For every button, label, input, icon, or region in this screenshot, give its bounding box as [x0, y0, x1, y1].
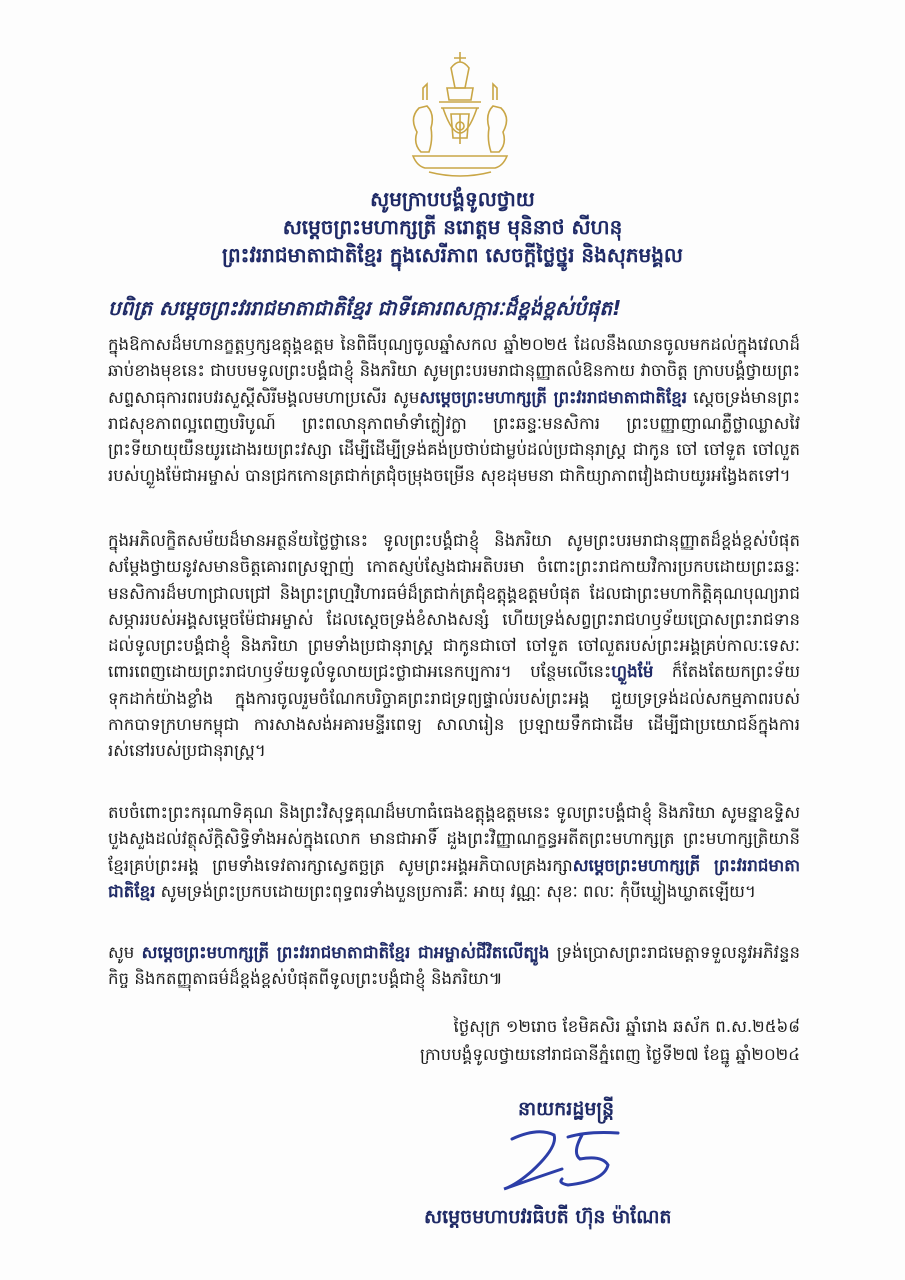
date-solar: ក្រាបបង្គំទូលថ្វាយនៅរាជធានីភ្នំពេញ ថ្ងៃទី២៧ ខែធ្នូ ឆ្នាំ២០២៤	[420, 1045, 800, 1064]
signatory-name: សម្តេចមហាបវរធិបតី ហ៊ុន ម៉ាណែត	[424, 1206, 672, 1228]
paragraph-4: សូម សម្តេចព្រះមហាក្សត្រី ព្រះវររាជមាតាជាតិខ្មែរ ជាអម្ចាស់ជីវិតលើត្បូង ទ្រង់ប្រោសព្រះរាជមេត្តាទទួលនូវអភិវន្ទនកិច្ច និងកតញ្ញុតាធម៌ដ៏ខ្ពង់ខ្ពស់បំផុតពីទូលព្រះបង្គំជាខ្ញុំ និងភរិយា៕	[108, 943, 801, 989]
header-line-2: សម្តេចព្រះមហាក្សត្រី នរោត្តម មុនិនាថ សីហនុ	[282, 215, 623, 239]
date-lunar: ថ្ងៃសុក្រ ១២រោច ខែមិគសិរ ឆ្នាំរោង ឆស័ក ព.ស.២៥៦៨	[453, 1017, 800, 1036]
signatory-title: នាយករដ្ឋមន្ត្រី	[518, 1098, 615, 1120]
header-line-3: ព្រះវររាជមាតាជាតិខ្មែរ ក្នុងសេរីភាព សេចក្តីថ្លៃថ្នូរ និងសុភមង្គល	[222, 243, 683, 267]
header-line-1: សូមក្រាបបង្គំទូលថ្វាយ	[370, 187, 535, 211]
royal-emblem-icon	[399, 48, 521, 180]
handwritten-signature	[498, 1125, 638, 1193]
paragraph-2: ក្នុងអភិលក្ខិតសម័យដ៏មានអត្ថន័យថ្លៃថ្លានេះ ទូលព្រះបង្គំជាខ្ញុំ និងភរិយា សូមព្រះបរមរាជានុញ្ញាតដ៏ខ្ពង់ខ្ពស់បំផុត សម្តែងថ្វាយនូវសមានចិត្តគោរពស្រឡាញ់ កោតស្ញប់ស្ញែងជាអតិបរមា ចំពោះព្រះរាជកាយវិការប្រកបដោយព្រះឆន្ទៈមនសិការដ៏មហាជ្រាលជ្រៅ និងព្រះព្រហ្មវិហារធម៌ដ៏ត្រជាក់ត្រជុំឧត្តុង្គឧត្តមបំផុត ដែលជាព្រះមហាកិត្តិគុណបុណ្យរាជសម្ភាររបស់អង្គសម្តេចម៉ែជាអម្ចាស់ ដែលស្តេចទ្រង់ខំសាងសន្សំ ហើយទ្រង់សព្វព្រះរាជហឫទ័យប្រោសព្រះរាជទានដល់ទូលព្រះបង្គំជាខ្ញុំ និងភរិយា ព្រមទាំងប្រជានុរាស្ត្រ ជាកូនជាចៅ ចៅទួត ចៅលួតរបស់ព្រះអង្គគ្រប់កាលៈទេសៈ ពោរពេញដោយព្រះរាជហឫទ័យទូលំទូលាយជ្រះថ្លាជាអនេកប្បការ។ បន្ថែមលើនេះហ្លួងម៉ែ ក៏តែងតែយកព្រះទ័យទុកដាក់យ៉ាងខ្លាំង ក្នុងការចូលរួមចំណែកបរិច្ចាគព្រះរាជទ្រព្យផ្ទាល់របស់ព្រះអង្គ ជួយទ្រទ្រង់ដល់សកម្មភាពរបស់កាកបាទក្រហមកម្ពុជា ការសាងសង់អគារមន្ទីរពេទ្យ សាលារៀន ប្រឡាយទឹកជាដើម ដើម្បីជាប្រយោជន៍ក្នុងការរស់នៅរបស់ប្រជានុរាស្ត្រ។	[108, 531, 800, 761]
paragraph-3: តបចំពោះព្រះករុណាទិគុណ និងព្រះវិសុទ្ធគុណដ៏មហាធំធេងឧត្តុង្គឧត្តមនេះ ទូលព្រះបង្គំជាខ្ញុំ និងភរិយា សូមន្នាឧទ្ទិសបួងសួងដល់វត្ថុស័ក្តិសិទ្ធិទាំងអស់ក្នុងលោក មានជាអាទិ៍ ដួងព្រះវិញ្ញាណក្ខន្ធអតីតព្រះមហាក្សត្រ ព្រះមហាក្សត្រិយានីខ្មែរគ្រប់ព្រះអង្គ ព្រមទាំងទេវតារក្សាស្វេតច្ឆត្រ សូមព្រះអង្គអភិបាលគ្រងរក្សាសម្តេចព្រះមហាក្សត្រី ព្រះវររាជមាតាជាតិខ្មែរ សូមទ្រង់ព្រះប្រកបដោយព្រះពុទ្ធពរទាំងបួនប្រការគឺៈ អាយុ វណ្ណៈ សុខៈ ពលៈ កុំបីឃ្លៀងឃ្លាតឡើយ។	[108, 803, 800, 901]
salutation: បពិត្រ សម្តេចព្រះវររាជមាតាជាតិខ្មែរ ជាទីគោរពសក្ការៈដ៏ខ្ពង់ខ្ពស់បំផុត!	[108, 296, 622, 320]
paragraph-1: ក្នុងឱកាសដ៏មហានក្ខត្តឫក្សឧត្តុង្គឧត្តម នៃពិធីបុណ្យចូលឆ្នាំសកល ឆ្នាំ២០២៥ ដែលនឹងឈានចូលមកដល់ក្នុងវេលាដ៏ឆាប់ខាងមុខនេះ ជាបបមទូលព្រះបង្គំជាខ្ញុំ និងភរិយា សូមព្រះបរមរាជានុញ្ញាតលំឱនកាយ វាចាចិត្ត ក្រាបបង្គំថ្វាយព្រះសព្ទសាធុការពរបវរសួស្តីសិរីមង្គលមហាប្រសើរ សូមសម្តេចព្រះមហាក្សត្រី ព្រះវររាជមាតាជាតិខ្មែរ ស្តេចទ្រង់មានព្រះរាជសុខភាពល្អពេញបរិបូណ៍ ព្រះពលានុភាពមាំទាំក្លៀវក្លា ព្រះឆន្ទៈមនសិការ ព្រះបញ្ញាញាណភ្លឺថ្លាឈ្លាសវៃ ព្រះទីយាយុយឺនយូរដោងរយព្រះវស្សា ដើម្បីដើម្បីទ្រង់គង់ប្រថាប់ជាម្លប់ដល់ប្រជានុរាស្ត្រ ជាកូន ចៅ ចៅទួត ចៅលួតរបស់ហ្លួងម៉ែជាអម្ចាស់ បានជ្រកកោនត្រជាក់ត្រជុំចម្រុងចម្រើន សុខដុមមនា ជាកិយ្យាភាពវៀងជាបយូរអង្វែងតទៅ។	[108, 335, 800, 486]
